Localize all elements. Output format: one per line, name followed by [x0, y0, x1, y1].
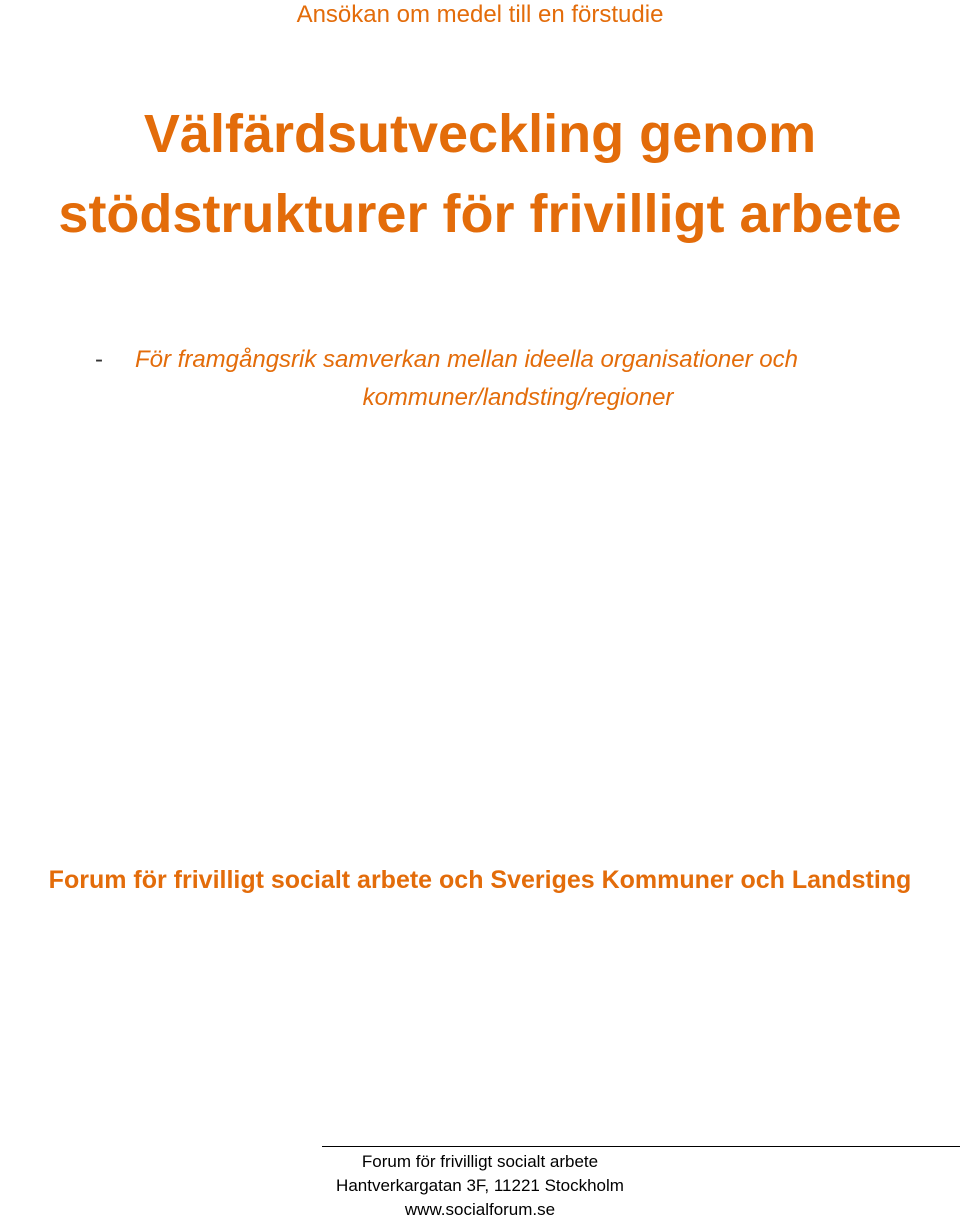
subtitle-line-1: För framgångsrik samverkan mellan ideella organisationer och [135, 346, 798, 373]
document-title-line-1: Välfärdsutveckling genom [143, 104, 817, 164]
document-title-line-2: stödstrukturer för frivilligt arbete [58, 184, 902, 244]
footer-organization-name: Forum för frivilligt socialt arbete [361, 1152, 599, 1171]
document-top-heading: Ansökan om medel till en förstudie [296, 1, 664, 28]
subtitle-bullet: - [95, 346, 103, 373]
footer-website-link[interactable]: www.socialforum.se [404, 1200, 556, 1219]
footer-address: Hantverkargatan 3F, 11221 Stockholm [336, 1176, 624, 1195]
footer-divider [322, 1146, 960, 1147]
footer [322, 1150, 638, 1222]
subtitle-line-2: kommuner/landsting/regioner [362, 384, 674, 411]
organizations-heading: Forum för frivilligt socialt arbete och Sveriges Kommuner och Landsting [48, 866, 912, 894]
document-title [0, 94, 960, 254]
